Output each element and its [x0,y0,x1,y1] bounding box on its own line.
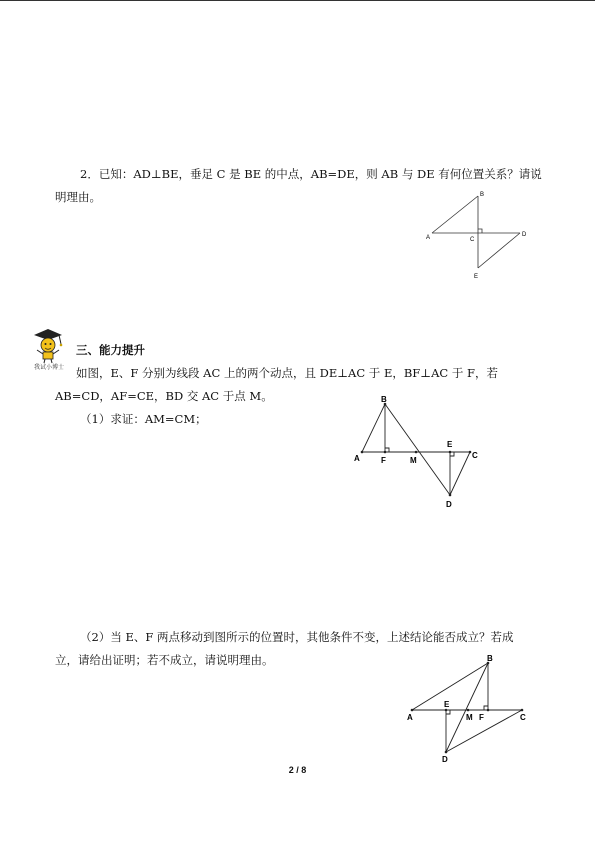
label-e: E [444,700,450,709]
label-c: C [470,237,475,243]
label-a: A [354,454,360,463]
label-d: D [522,232,527,238]
section3-part2-line1: （2）当 E、F 两点移动到图所示的位置时，其他条件不变，上述结论能否成立？若成 [80,630,514,644]
label-d: D [446,500,452,509]
right-angle-mark [478,229,482,233]
label-e: E [447,440,453,449]
label-d: D [442,755,448,764]
segment-de [478,233,520,268]
label-b: B [487,654,493,663]
section3-figure2 [402,650,537,766]
label-m: M [410,456,417,465]
problem2-line2: 明理由。 [55,190,101,204]
label-f: F [381,456,386,465]
section3-title: 三、能力提升 [76,343,145,357]
label-b: B [381,395,387,404]
doctor-mascot-logo [26,326,72,370]
section3-intro-line2: AB=CD，AF=CE，BD 交 AC 于点 M。 [55,389,273,403]
label-m: M [466,713,473,722]
section3-part2-line2: 立，请给出证明；若不成立，请说明理由。 [55,653,274,667]
label-a: A [407,713,413,722]
logo-caption: 我试小博士 [33,364,65,370]
segment-ab [432,196,478,233]
problem2-figure [420,188,530,283]
segment-dc [450,452,470,495]
label-a: A [426,235,431,241]
label-c: C [472,451,478,460]
problem2-line1: 2．已知：AD⊥BE，垂足 C 是 BE 的中点，AB=DE，则 AB 与 DE 有何位置关系？请说 [80,167,542,181]
section3-intro-line1: 如图，E、F 分别为线段 AC 上的两个动点，且 DE⊥AC 于 E，BF⊥AC 于 F，若 [76,366,498,380]
label-b: B [480,192,485,198]
segment-bd [385,404,450,495]
label-f: F [479,713,484,722]
segment-ab [362,404,385,452]
header-rule [0,0,595,1]
section3-part1: （1）求证：AM=CM； [80,412,207,426]
label-c: C [520,713,526,722]
label-e: E [474,274,479,280]
section3-figure1 [350,392,490,514]
segment-dc [446,710,522,752]
page-number: 2 / 8 [288,765,307,775]
